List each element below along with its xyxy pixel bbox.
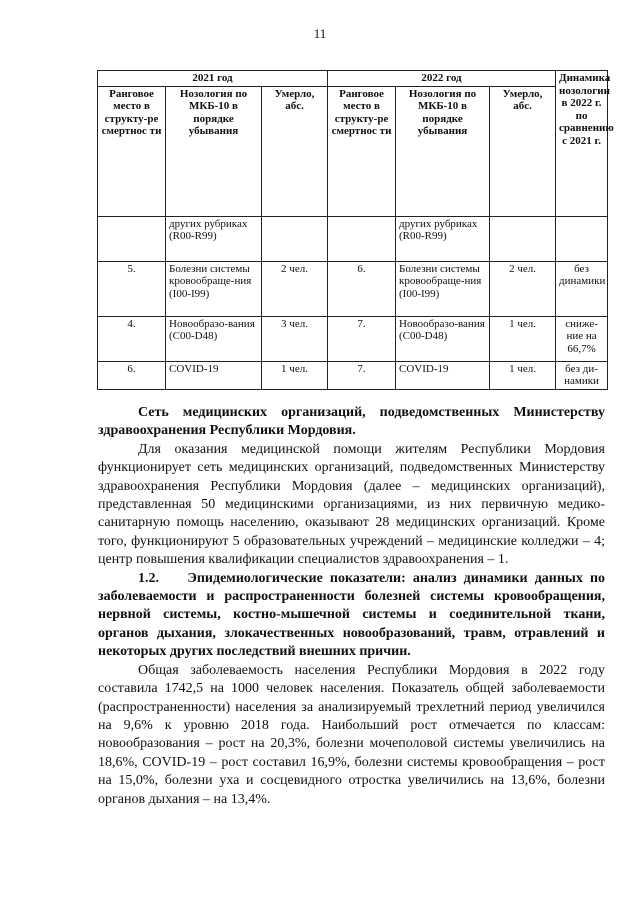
header-rank-2021: Ранговое место в структу-ре смертнос ти — [98, 86, 166, 216]
dynamics-cell: без ди-намики — [556, 361, 608, 389]
section-heading: Эпидемиологические показатели: анализ динамики данных по заболеваемости и распространенности болезней системы кровообращения, нервной системы, костно-мышечной системы и соединительной ткани, органов дыхания, злокачественных новообразований, травм, отравлений и некоторых других последствий внешних причин. — [98, 570, 606, 660]
dynamics-cell: без динамики — [556, 261, 608, 316]
dynamics-cell — [556, 216, 608, 261]
section-number: 1.2. — [138, 570, 159, 586]
network-paragraph: Для оказания медицинской помощи жителям Республики Мордовия функционирует сеть медицинских организаций, подведомственных Министерству здравоохранения Республики Мордовия (далее – медицинских организаций), представленная 50 медицинскими организациями, из них первичную медико-санитарную помощь населению, оказывают 28 медицинских организаций. Кроме того, функционируют 5 образовательных учреждений – медицинские колледжи – 4; центр повышения квалификации специалистов здравоохранения – 1. — [98, 441, 605, 568]
table-row — [98, 216, 608, 261]
header-died-2022: Умерло, абс. — [490, 86, 556, 216]
header-rank-2022: Ранговое место в структу-ре смертнос ти — [328, 86, 396, 216]
header-year-2022: 2022 год — [328, 71, 556, 87]
died-2022-cell — [490, 216, 556, 261]
mortality-structure-table — [97, 70, 614, 390]
nosology-2022-cell: Болезни системы кровообраще-ния (I00-I99) — [396, 261, 490, 316]
rank-2022-cell: 6. — [328, 261, 396, 316]
header-year-2021: 2021 год — [98, 71, 328, 87]
died-2022-cell: 2 чел. — [490, 261, 556, 316]
nosology-2022-cell: других рубриках (R00-R99) — [396, 216, 490, 261]
rank-2022-cell: 7. — [328, 316, 396, 361]
rank-2021-cell — [98, 216, 166, 261]
incidence-paragraph: Общая заболеваемость населения Республики Мордовия в 2022 году составила 1742,5 на 1000 человек населения. Показатель общей заболеваемости (распространенности) населения за анализируемый трехлетний период увеличился на 9,6% к уровню 2018 года. Наибольший рост отмечается по классам: новообразования – рост на 20,3%, болезни мочеполовой системы увеличились на 18,6%, COVID-19 – рост составил 16,9%, болезни системы кровообращения – рост на 15,0%, болезни уха и сосцевидного отростка увеличились на 13,6%, болезни органов дыхания – на 13,4%. — [98, 662, 605, 807]
network-heading: Сеть медицинских организаций, подведомственных Министерству здравоохранения Республики Мордовия. — [98, 405, 605, 439]
nosology-2021-cell: COVID-19 — [166, 361, 262, 389]
rank-2022-cell: 7. — [328, 361, 396, 389]
header-nosology-2021: Нозология по МКБ-10 в порядке убывания — [166, 86, 262, 216]
died-2021-cell: 1 чел. — [262, 361, 328, 389]
nosology-2021-cell: Новообразо-вания (C00-D48) — [166, 316, 262, 361]
page-number: 11 — [313, 26, 327, 41]
died-2022-cell: 1 чел. — [490, 361, 556, 389]
rank-2021-cell: 5. — [98, 261, 166, 316]
died-2021-cell — [262, 216, 328, 261]
header-dynamics: Динамика нозологии в 2022 г. по сравнению с 2021 г. — [556, 71, 608, 217]
rank-2021-cell: 6. — [98, 361, 166, 389]
section-heading-block — [98, 570, 605, 662]
table-row — [98, 316, 608, 361]
dynamics-cell: сниже-ние на 66,7% — [556, 316, 608, 361]
rank-2021-cell: 4. — [98, 316, 166, 361]
nosology-2022-cell: Новообразо-вания (C00-D48) — [396, 316, 490, 361]
header-died-2021: Умерло, абс. — [262, 86, 328, 216]
header-nosology-2022: Нозология по МКБ-10 в порядке убывания — [396, 86, 490, 216]
nosology-2021-cell: Болезни системы кровообраще-ния (I00-I99) — [166, 261, 262, 316]
rank-2022-cell — [328, 216, 396, 261]
nosology-2021-cell: других рубриках (R00-R99) — [166, 216, 262, 261]
table-row — [98, 261, 608, 316]
died-2022-cell: 1 чел. — [490, 316, 556, 361]
nosology-2022-cell: COVID-19 — [396, 361, 490, 389]
body-text — [98, 404, 605, 809]
table-row — [98, 361, 608, 389]
died-2021-cell: 3 чел. — [262, 316, 328, 361]
died-2021-cell: 2 чел. — [262, 261, 328, 316]
